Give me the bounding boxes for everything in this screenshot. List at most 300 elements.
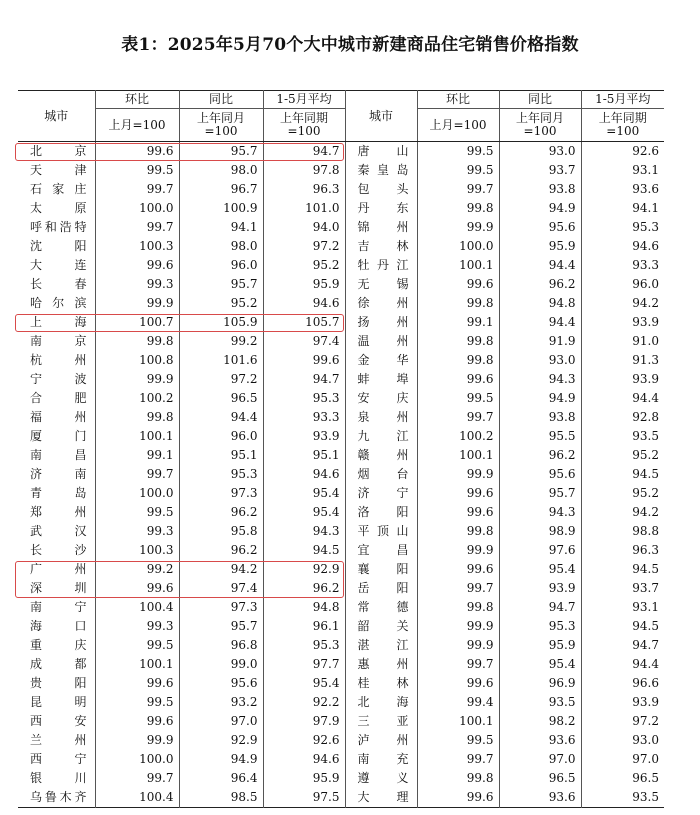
- yoy-value-cell: 97.6: [499, 541, 581, 560]
- avg-value-cell: 96.6: [581, 674, 664, 693]
- header-row-top: [18, 91, 664, 109]
- yoy-value-cell: 98.0: [179, 237, 263, 256]
- city-cell: 安庆: [345, 389, 417, 408]
- city-cell: 宁波: [30, 372, 87, 386]
- yoy-value-cell: 93.0: [499, 142, 581, 162]
- mom-value-cell: 99.5: [95, 161, 179, 180]
- city-cell: 锦州: [345, 218, 417, 237]
- header-avg-base: 上年同期=100: [263, 109, 345, 142]
- avg-value-cell: 93.9: [263, 427, 345, 446]
- yoy-value-cell: 92.9: [179, 731, 263, 750]
- yoy-value-cell: 97.3: [179, 598, 263, 617]
- avg-value-cell: 97.9: [263, 712, 345, 731]
- yoy-value-cell: 94.9: [499, 389, 581, 408]
- mom-value-cell: 99.8: [417, 351, 499, 370]
- header-city: 城市: [18, 91, 95, 142]
- city-cell: 南宁: [30, 600, 87, 614]
- table-row: [18, 180, 664, 199]
- table-row: [18, 332, 664, 351]
- city-cell: 遵义: [345, 769, 417, 788]
- table-row: [18, 769, 664, 788]
- yoy-value-cell: 95.6: [499, 465, 581, 484]
- yoy-value-cell: 95.4: [499, 560, 581, 579]
- table-row: [18, 389, 664, 408]
- mom-value-cell: 99.5: [95, 636, 179, 655]
- city-cell: 深圳: [30, 581, 87, 595]
- avg-value-cell: 97.5: [263, 788, 345, 808]
- avg-value-cell: 93.9: [581, 370, 664, 389]
- avg-value-cell: 95.3: [263, 389, 345, 408]
- header-mom-right: 环比: [417, 91, 499, 109]
- mom-value-cell: 99.7: [95, 218, 179, 237]
- avg-value-cell: 93.1: [581, 598, 664, 617]
- avg-value-cell: 91.3: [581, 351, 664, 370]
- yoy-value-cell: 98.0: [179, 161, 263, 180]
- yoy-value-cell: 94.4: [499, 256, 581, 275]
- table-row: [18, 351, 664, 370]
- yoy-value-cell: 96.2: [179, 541, 263, 560]
- table-row: [18, 750, 664, 769]
- mom-value-cell: 100.1: [417, 446, 499, 465]
- city-cell: 太原: [30, 201, 87, 215]
- avg-value-cell: 93.3: [581, 256, 664, 275]
- header-avg: 1-5月平均: [263, 91, 345, 109]
- mom-value-cell: 99.9: [95, 370, 179, 389]
- mom-value-cell: 99.7: [417, 579, 499, 598]
- mom-value-cell: 100.2: [417, 427, 499, 446]
- yoy-value-cell: 95.6: [499, 218, 581, 237]
- avg-value-cell: 97.2: [263, 237, 345, 256]
- avg-value-cell: 93.0: [581, 731, 664, 750]
- yoy-value-cell: 96.2: [499, 275, 581, 294]
- mom-value-cell: 100.0: [417, 237, 499, 256]
- mom-value-cell: 99.6: [417, 560, 499, 579]
- mom-value-cell: 99.7: [95, 180, 179, 199]
- city-cell: 长春: [30, 277, 87, 291]
- mom-value-cell: 100.2: [95, 389, 179, 408]
- yoy-value-cell: 96.0: [179, 256, 263, 275]
- city-cell: 济南: [30, 467, 87, 481]
- mom-value-cell: 100.7: [95, 313, 179, 332]
- yoy-value-cell: 93.8: [499, 408, 581, 427]
- city-cell: 温州: [345, 332, 417, 351]
- avg-value-cell: 101.0: [263, 199, 345, 218]
- avg-value-cell: 99.6: [263, 351, 345, 370]
- city-cell: 徐州: [345, 294, 417, 313]
- yoy-value-cell: 96.9: [499, 674, 581, 693]
- city-cell: 无锡: [345, 275, 417, 294]
- avg-value-cell: 94.7: [581, 636, 664, 655]
- header-mom-base-right: 上月=100: [417, 109, 499, 142]
- city-cell: 济宁: [345, 484, 417, 503]
- yoy-value-cell: 94.9: [179, 750, 263, 769]
- city-cell: 秦皇岛: [345, 161, 417, 180]
- yoy-value-cell: 96.2: [499, 446, 581, 465]
- yoy-value-cell: 95.1: [179, 446, 263, 465]
- yoy-value-cell: 94.3: [499, 503, 581, 522]
- avg-value-cell: 95.3: [581, 218, 664, 237]
- mom-value-cell: 99.6: [417, 674, 499, 693]
- mom-value-cell: 99.6: [95, 256, 179, 275]
- city-cell: 扬州: [345, 313, 417, 332]
- highlight-box: [15, 314, 344, 332]
- city-cell: 成都: [30, 657, 87, 671]
- avg-value-cell: 95.4: [263, 503, 345, 522]
- table-row: [18, 788, 664, 808]
- city-cell: 宜昌: [345, 541, 417, 560]
- city-cell: 西安: [30, 714, 87, 728]
- city-cell: 南京: [30, 334, 87, 348]
- avg-value-cell: 95.4: [263, 674, 345, 693]
- yoy-value-cell: 94.2: [179, 560, 263, 579]
- city-cell: 呼和浩特: [30, 220, 87, 234]
- mom-value-cell: 99.6: [417, 275, 499, 294]
- city-cell: 上海: [30, 315, 87, 329]
- yoy-value-cell: 93.6: [499, 788, 581, 808]
- table-row: [18, 693, 664, 712]
- table-row: [18, 541, 664, 560]
- table-row: [18, 199, 664, 218]
- mom-value-cell: 99.5: [417, 142, 499, 162]
- city-cell: 兰州: [30, 733, 87, 747]
- avg-value-cell: 92.8: [581, 408, 664, 427]
- yoy-value-cell: 95.6: [179, 674, 263, 693]
- city-cell: 大理: [345, 788, 417, 808]
- mom-value-cell: 100.4: [95, 788, 179, 808]
- table-row: [18, 731, 664, 750]
- mom-value-cell: 100.8: [95, 351, 179, 370]
- city-cell: 韶关: [345, 617, 417, 636]
- yoy-value-cell: 96.0: [179, 427, 263, 446]
- city-cell: 金华: [345, 351, 417, 370]
- avg-value-cell: 96.5: [581, 769, 664, 788]
- city-cell: 赣州: [345, 446, 417, 465]
- yoy-value-cell: 94.4: [499, 313, 581, 332]
- city-cell: 泉州: [345, 408, 417, 427]
- mom-value-cell: 99.9: [417, 617, 499, 636]
- mom-value-cell: 99.7: [417, 180, 499, 199]
- yoy-value-cell: 93.6: [499, 731, 581, 750]
- mom-value-cell: 99.9: [417, 465, 499, 484]
- city-cell: 北京: [30, 144, 87, 158]
- yoy-value-cell: 96.4: [179, 769, 263, 788]
- table-row: [18, 617, 664, 636]
- yoy-value-cell: 95.2: [179, 294, 263, 313]
- mom-value-cell: 99.6: [417, 484, 499, 503]
- yoy-value-cell: 96.7: [179, 180, 263, 199]
- city-cell: 惠州: [345, 655, 417, 674]
- mom-value-cell: 99.3: [95, 522, 179, 541]
- yoy-value-cell: 97.3: [179, 484, 263, 503]
- yoy-value-cell: 95.8: [179, 522, 263, 541]
- mom-value-cell: 100.1: [417, 256, 499, 275]
- yoy-value-cell: 95.7: [179, 617, 263, 636]
- city-cell: 南充: [345, 750, 417, 769]
- city-cell: 唐山: [345, 142, 417, 162]
- avg-value-cell: 96.3: [263, 180, 345, 199]
- yoy-value-cell: 101.6: [179, 351, 263, 370]
- table-row: [18, 408, 664, 427]
- avg-value-cell: 93.6: [581, 180, 664, 199]
- yoy-value-cell: 95.9: [499, 636, 581, 655]
- city-cell: 丹东: [345, 199, 417, 218]
- yoy-value-cell: 98.9: [499, 522, 581, 541]
- city-cell: 大连: [30, 258, 87, 272]
- yoy-value-cell: 105.9: [179, 313, 263, 332]
- table-row: [18, 370, 664, 389]
- yoy-value-cell: 95.7: [179, 142, 263, 162]
- mom-value-cell: 99.6: [417, 788, 499, 808]
- avg-value-cell: 96.2: [263, 579, 345, 598]
- mom-value-cell: 100.3: [95, 541, 179, 560]
- mom-value-cell: 100.4: [95, 598, 179, 617]
- yoy-value-cell: 94.8: [499, 294, 581, 313]
- table-row: [18, 503, 664, 522]
- mom-value-cell: 99.6: [95, 712, 179, 731]
- avg-value-cell: 93.1: [581, 161, 664, 180]
- yoy-value-cell: 94.1: [179, 218, 263, 237]
- table-row: [18, 294, 664, 313]
- mom-value-cell: 99.5: [95, 693, 179, 712]
- mom-value-cell: 100.0: [95, 199, 179, 218]
- price-index-table: [18, 90, 664, 808]
- table-row: [18, 655, 664, 674]
- city-cell: 石家庄: [30, 182, 87, 196]
- mom-value-cell: 99.6: [417, 503, 499, 522]
- table-row: [18, 237, 664, 256]
- city-cell: 湛江: [345, 636, 417, 655]
- city-cell: 银川: [30, 771, 87, 785]
- avg-value-cell: 93.9: [581, 313, 664, 332]
- city-cell: 厦门: [30, 429, 87, 443]
- city-cell: 常德: [345, 598, 417, 617]
- mom-value-cell: 99.1: [95, 446, 179, 465]
- header-avg-right: 1-5月平均: [581, 91, 664, 109]
- mom-value-cell: 99.3: [95, 275, 179, 294]
- yoy-value-cell: 96.5: [179, 389, 263, 408]
- city-cell: 平顶山: [345, 522, 417, 541]
- avg-value-cell: 94.4: [581, 655, 664, 674]
- avg-value-cell: 94.2: [581, 503, 664, 522]
- mom-value-cell: 99.8: [417, 294, 499, 313]
- mom-value-cell: 99.4: [417, 693, 499, 712]
- yoy-value-cell: 96.8: [179, 636, 263, 655]
- mom-value-cell: 99.5: [95, 503, 179, 522]
- city-cell: 蚌埠: [345, 370, 417, 389]
- mom-value-cell: 99.3: [95, 617, 179, 636]
- city-cell: 沈阳: [30, 239, 87, 253]
- city-cell: 西宁: [30, 752, 87, 766]
- mom-value-cell: 99.6: [417, 370, 499, 389]
- mom-value-cell: 99.8: [417, 598, 499, 617]
- table-row: [18, 522, 664, 541]
- table-row: [18, 161, 664, 180]
- avg-value-cell: 94.2: [581, 294, 664, 313]
- header-yoy: 同比: [179, 91, 263, 109]
- mom-value-cell: 99.5: [417, 161, 499, 180]
- mom-value-cell: 99.9: [417, 636, 499, 655]
- table-row: [18, 446, 664, 465]
- city-cell: 郑州: [30, 505, 87, 519]
- avg-value-cell: 97.0: [581, 750, 664, 769]
- table-row: [18, 427, 664, 446]
- avg-value-cell: 97.7: [263, 655, 345, 674]
- mom-value-cell: 100.1: [95, 427, 179, 446]
- avg-value-cell: 94.5: [581, 617, 664, 636]
- yoy-value-cell: 94.9: [499, 199, 581, 218]
- city-cell: 乌鲁木齐: [30, 790, 87, 804]
- mom-value-cell: 99.6: [95, 674, 179, 693]
- avg-value-cell: 94.6: [263, 465, 345, 484]
- city-cell: 福州: [30, 410, 87, 424]
- city-cell: 岳阳: [345, 579, 417, 598]
- avg-value-cell: 93.7: [581, 579, 664, 598]
- avg-value-cell: 95.2: [263, 256, 345, 275]
- mom-value-cell: 100.0: [95, 750, 179, 769]
- mom-value-cell: 99.7: [95, 769, 179, 788]
- avg-value-cell: 95.4: [263, 484, 345, 503]
- yoy-value-cell: 91.9: [499, 332, 581, 351]
- yoy-value-cell: 94.7: [499, 598, 581, 617]
- city-cell: 武汉: [30, 524, 87, 538]
- avg-value-cell: 94.6: [263, 750, 345, 769]
- yoy-value-cell: 97.2: [179, 370, 263, 389]
- avg-value-cell: 95.3: [263, 636, 345, 655]
- mom-value-cell: 99.8: [417, 199, 499, 218]
- highlight-box: [15, 143, 344, 162]
- yoy-value-cell: 100.9: [179, 199, 263, 218]
- mom-value-cell: 99.7: [417, 655, 499, 674]
- yoy-value-cell: 97.0: [499, 750, 581, 769]
- city-cell: 九江: [345, 427, 417, 446]
- highlight-box: [15, 561, 344, 598]
- table-row: [18, 256, 664, 275]
- avg-value-cell: 92.9: [263, 560, 345, 579]
- mom-value-cell: 99.5: [417, 731, 499, 750]
- avg-value-cell: 94.8: [263, 598, 345, 617]
- table-row: [18, 598, 664, 617]
- yoy-value-cell: 97.4: [179, 579, 263, 598]
- avg-value-cell: 94.4: [581, 389, 664, 408]
- table-row: [18, 484, 664, 503]
- avg-value-cell: 98.8: [581, 522, 664, 541]
- city-cell: 广州: [30, 562, 87, 576]
- city-cell: 重庆: [30, 638, 87, 652]
- yoy-value-cell: 95.7: [499, 484, 581, 503]
- avg-value-cell: 95.1: [263, 446, 345, 465]
- mom-value-cell: 99.8: [417, 769, 499, 788]
- avg-value-cell: 94.0: [263, 218, 345, 237]
- mom-value-cell: 99.9: [417, 218, 499, 237]
- city-cell: 昆明: [30, 695, 87, 709]
- mom-value-cell: 99.6: [95, 142, 179, 162]
- table-row: [18, 218, 664, 237]
- yoy-value-cell: 98.2: [499, 712, 581, 731]
- city-cell: 海口: [30, 619, 87, 633]
- avg-value-cell: 96.3: [581, 541, 664, 560]
- table-body: [18, 142, 664, 808]
- header-yoy-right: 同比: [499, 91, 581, 109]
- header-yoy-base: 上年同月=100: [179, 109, 263, 142]
- avg-value-cell: 94.5: [581, 560, 664, 579]
- avg-value-cell: 94.3: [263, 522, 345, 541]
- city-cell: 桂林: [345, 674, 417, 693]
- mom-value-cell: 99.8: [417, 522, 499, 541]
- yoy-value-cell: 93.5: [499, 693, 581, 712]
- mom-value-cell: 100.1: [417, 712, 499, 731]
- yoy-value-cell: 97.0: [179, 712, 263, 731]
- city-cell: 南昌: [30, 448, 87, 462]
- avg-value-cell: 95.9: [263, 769, 345, 788]
- table-row: [18, 465, 664, 484]
- city-cell: 吉林: [345, 237, 417, 256]
- mom-value-cell: 99.8: [95, 332, 179, 351]
- yoy-value-cell: 93.9: [499, 579, 581, 598]
- header-row-bottom: [18, 109, 664, 142]
- page-title: 表1：2025年5月70个大中城市新建商品住宅销售价格指数: [121, 35, 579, 55]
- yoy-value-cell: 95.3: [499, 617, 581, 636]
- yoy-value-cell: 93.0: [499, 351, 581, 370]
- city-cell: 北海: [345, 693, 417, 712]
- avg-value-cell: 93.9: [581, 693, 664, 712]
- mom-value-cell: 99.7: [417, 750, 499, 769]
- mom-value-cell: 99.8: [417, 332, 499, 351]
- yoy-value-cell: 96.2: [179, 503, 263, 522]
- city-cell: 青岛: [30, 486, 87, 500]
- avg-value-cell: 94.7: [263, 142, 345, 162]
- yoy-value-cell: 94.3: [499, 370, 581, 389]
- mom-value-cell: 99.9: [417, 541, 499, 560]
- yoy-value-cell: 99.0: [179, 655, 263, 674]
- mom-value-cell: 99.6: [95, 579, 179, 598]
- avg-value-cell: 94.5: [581, 465, 664, 484]
- yoy-value-cell: 94.4: [179, 408, 263, 427]
- mom-value-cell: 99.9: [95, 294, 179, 313]
- mom-value-cell: 99.7: [417, 408, 499, 427]
- avg-value-cell: 105.7: [263, 313, 345, 332]
- city-cell: 牡丹江: [345, 256, 417, 275]
- avg-value-cell: 93.5: [581, 427, 664, 446]
- avg-value-cell: 92.6: [581, 142, 664, 162]
- avg-value-cell: 91.0: [581, 332, 664, 351]
- avg-value-cell: 94.5: [263, 541, 345, 560]
- city-cell: 贵阳: [30, 676, 87, 690]
- avg-value-cell: 94.1: [581, 199, 664, 218]
- city-cell: 三亚: [345, 712, 417, 731]
- avg-value-cell: 95.9: [263, 275, 345, 294]
- city-cell: 杭州: [30, 353, 87, 367]
- yoy-value-cell: 95.5: [499, 427, 581, 446]
- mom-value-cell: 99.1: [417, 313, 499, 332]
- mom-value-cell: 100.0: [95, 484, 179, 503]
- table-row: [18, 636, 664, 655]
- yoy-value-cell: 96.5: [499, 769, 581, 788]
- mom-value-cell: 100.3: [95, 237, 179, 256]
- mom-value-cell: 99.5: [417, 389, 499, 408]
- avg-value-cell: 97.4: [263, 332, 345, 351]
- avg-value-cell: 93.3: [263, 408, 345, 427]
- avg-value-cell: 96.1: [263, 617, 345, 636]
- city-cell: 包头: [345, 180, 417, 199]
- city-cell: 烟台: [345, 465, 417, 484]
- avg-value-cell: 95.2: [581, 446, 664, 465]
- avg-value-cell: 93.5: [581, 788, 664, 808]
- header-city-right: 城市: [345, 91, 417, 142]
- city-cell: 哈尔滨: [30, 296, 87, 310]
- avg-value-cell: 97.8: [263, 161, 345, 180]
- yoy-value-cell: 98.5: [179, 788, 263, 808]
- header-avg-base-right: 上年同期=100: [581, 109, 664, 142]
